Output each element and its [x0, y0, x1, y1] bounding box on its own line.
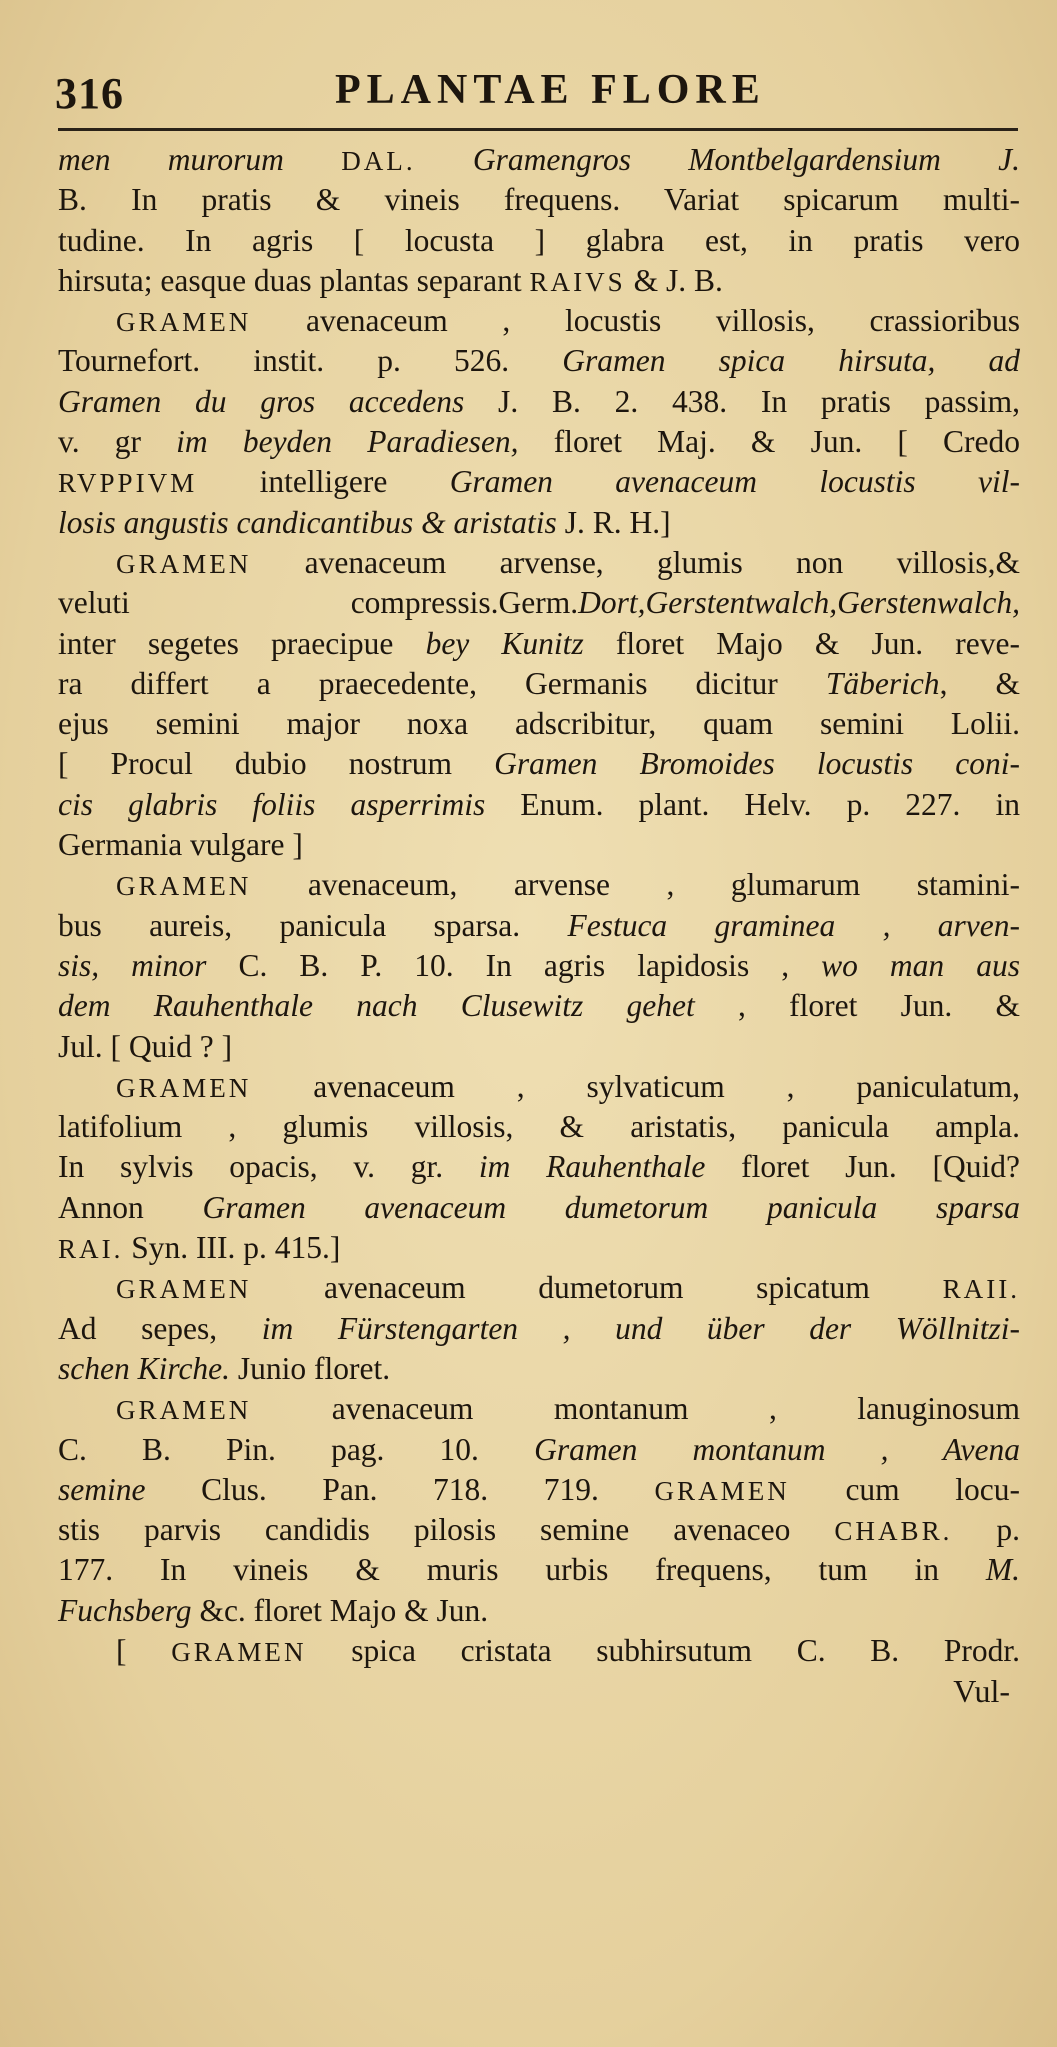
span-roman: Germania vulgare ] — [58, 827, 303, 863]
span-roman: v. gr — [58, 424, 177, 460]
text-line — [58, 1067, 1020, 1107]
span-italic: men murorum — [58, 142, 342, 177]
span-smallcaps: GRAMEN — [116, 871, 252, 902]
span-italic: losis angustis candicantibus & aristatis — [58, 504, 557, 540]
span-italic: schen Kirche. — [58, 1350, 231, 1386]
catchword: Vul- — [953, 1673, 1010, 1710]
page-number: 316 — [55, 69, 124, 118]
span-italic: Gramen avenaceum dumetorum panicula sparsa — [202, 1189, 1020, 1225]
running-head: PLANTAE FLORE — [335, 67, 766, 113]
text-line — [58, 1349, 1020, 1389]
text-line — [58, 180, 1020, 220]
span-smallcaps: GRAMEN — [171, 1636, 307, 1667]
span-smallcaps: GRAMEN — [116, 307, 252, 338]
span-roman: In sylvis opacis, v. gr. — [58, 1149, 479, 1185]
span-italic: Dort,Gerstentwalch,Gerstenwalch, — [578, 585, 1020, 621]
span-roman: Tournefort. instit. p. 526. — [58, 343, 563, 379]
span-roman: &c. floret Majo & Jun. — [191, 1592, 489, 1628]
span-italic: bey Kunitz — [425, 625, 584, 661]
text-line — [58, 1430, 1020, 1470]
span-roman: B. In pratis & vineis frequens. Variat spicarum multi- — [58, 182, 1020, 218]
text-line — [58, 422, 1020, 462]
span-roman: avenaceum dumetorum spicatum — [251, 1270, 943, 1306]
text-line — [58, 1147, 1020, 1187]
span-roman: p. — [952, 1512, 1020, 1548]
span-roman: avenaceum , sylvaticum , paniculatum, — [251, 1068, 1020, 1104]
span-roman: [ Procul dubio nostrum — [58, 746, 495, 782]
text-line — [58, 1027, 1020, 1067]
span-smallcaps: RAII. — [942, 1274, 1020, 1305]
span-smallcaps: DAL. — [341, 146, 416, 176]
span-smallcaps: GRAMEN — [116, 548, 252, 579]
text-line — [58, 1389, 1020, 1429]
span-roman: inter segetes praecipue — [58, 625, 426, 661]
span-italic: Fuchsberg — [58, 1592, 192, 1628]
span-roman: , & — [939, 665, 1020, 701]
span-roman: floret Maj. & Jun. [ Credo — [518, 424, 1021, 460]
text-line — [58, 1470, 1020, 1510]
span-roman: , floret Jun. & — [694, 988, 1020, 1024]
span-italic: im Fürstengarten , und über der Wöllnitzi- — [261, 1310, 1020, 1346]
span-roman: latifolium , glumis villosis, & aristatis, panicula ampla. — [58, 1109, 1020, 1145]
text-line — [58, 1268, 1020, 1308]
span-roman: [ — [116, 1632, 172, 1668]
span-roman: cum locu- — [789, 1471, 1020, 1507]
span-italic: im beyden Paradiesen, — [176, 424, 519, 460]
span-roman: intelligere — [197, 464, 450, 500]
span-roman: C. B. Pin. pag. 10. — [58, 1431, 535, 1467]
span-roman: hirsuta; easque duas plantas separant — [58, 262, 530, 298]
span-roman: stis parvis candidis pilosis semine avenaceo — [58, 1512, 835, 1548]
text-line — [58, 825, 1020, 865]
span-italic: semine — [58, 1471, 146, 1507]
text-line — [58, 704, 1020, 744]
text-line — [58, 140, 1020, 180]
span-roman: J. B. 2. 438. In pratis passim, — [464, 383, 1020, 419]
span-smallcaps: RAIVS — [529, 266, 626, 297]
span-roman: C. B. P. 10. In agris lapidosis , — [206, 947, 822, 983]
span-smallcaps: GRAMEN — [116, 1274, 252, 1305]
text-line — [58, 1188, 1020, 1228]
text-line — [58, 1550, 1020, 1590]
text-line — [58, 261, 1020, 301]
span-roman: avenaceum montanum , lanuginosum — [251, 1391, 1020, 1427]
span-smallcaps: RVPPIVM — [58, 468, 198, 499]
span-italic: Gramen du gros accedens — [58, 383, 465, 419]
text-line — [58, 1107, 1020, 1147]
text-line — [58, 1631, 1020, 1671]
span-italic: Gramen avenaceum locustis vil- — [449, 464, 1020, 500]
span-smallcaps: GRAMEN — [116, 1072, 252, 1103]
span-roman: ejus semini major noxa adscribitur, quam semini Lolii. — [58, 706, 1020, 742]
span-roman: spica cristata subhirsutum C. B. Prodr. — [306, 1632, 1020, 1668]
span-roman: veluti compressis.Germ. — [58, 585, 579, 621]
span-italic: Täberich — [825, 665, 940, 701]
span-roman: Junio floret. — [230, 1350, 391, 1386]
text-line — [58, 624, 1020, 664]
span-italic: cis glabris foliis asperrimis — [58, 786, 486, 822]
span-roman: J. R. H.] — [556, 504, 671, 540]
span-italic: dem Rauhenthale nach Clusewitz gehet — [58, 988, 695, 1024]
span-roman: avenaceum arvense, glumis non villosis,& — [251, 544, 1020, 580]
span-smallcaps: GRAMEN — [654, 1475, 790, 1506]
span-smallcaps: CHABR. — [834, 1516, 953, 1547]
text-line — [58, 1591, 1020, 1631]
text-line — [58, 865, 1020, 905]
text-line — [58, 1510, 1020, 1550]
span-italic: wo man aus — [821, 947, 1020, 983]
span-italic: M. — [985, 1552, 1020, 1588]
text-line — [58, 503, 1020, 543]
page-header — [55, 58, 1015, 128]
text-line — [58, 906, 1020, 946]
text-line — [58, 583, 1020, 623]
text-line — [58, 664, 1020, 704]
span-roman: Ad sepes, — [58, 1310, 262, 1346]
span-italic: Gramen spica hirsuta, ad — [562, 343, 1021, 379]
span-roman: Syn. III. p. 415.] — [123, 1230, 341, 1266]
text-line — [58, 1228, 1020, 1268]
text-line — [58, 543, 1020, 583]
span-roman: & J. B. — [625, 262, 723, 298]
text-line — [58, 785, 1020, 825]
text-line — [58, 744, 1020, 784]
span-roman: 177. In vineis & muris urbis frequens, tum in — [58, 1552, 986, 1588]
span-roman: bus aureis, panicula sparsa. — [58, 907, 568, 943]
span-roman: tudine. In agris [ locusta ] glabra est, in pratis vero — [58, 222, 1020, 258]
text-body — [58, 140, 1020, 1711]
text-line — [58, 462, 1020, 502]
span-italic: Gramen Bromoides locustis coni- — [494, 746, 1020, 782]
span-italic: sis, minor — [58, 947, 207, 983]
span-roman: Clus. Pan. 718. 719. — [145, 1471, 655, 1507]
text-line — [58, 1309, 1020, 1349]
header-rule — [58, 128, 1018, 131]
span-roman: Annon — [58, 1189, 203, 1225]
text-line — [58, 986, 1020, 1026]
span-italic: Gramen montanum , Avena — [534, 1431, 1020, 1467]
span-smallcaps: RAI. — [58, 1234, 124, 1265]
span-roman: avenaceum , locustis villosis, crassioribus — [251, 303, 1020, 339]
text-line — [58, 301, 1020, 341]
span-italic: Festuca graminea , arven- — [567, 907, 1020, 943]
text-line — [58, 946, 1020, 986]
text-line — [58, 341, 1020, 381]
span-roman: floret Majo & Jun. reve- — [583, 625, 1020, 661]
span-smallcaps: GRAMEN — [116, 1395, 252, 1426]
text-line — [58, 221, 1020, 261]
span-roman: Enum. plant. Helv. p. 227. in — [485, 786, 1020, 822]
span-italic: Gramengros Montbelgardensium J. — [415, 142, 1021, 177]
span-italic: im Rauhenthale — [478, 1149, 706, 1185]
span-roman: floret Jun. [Quid? — [705, 1149, 1020, 1185]
text-line — [58, 382, 1020, 422]
span-roman: avenaceum, arvense , glumarum stamini- — [251, 867, 1020, 903]
span-roman: Jul. [ Quid ? ] — [58, 1028, 233, 1064]
span-roman: ra differt a praecedente, Germanis dicitur — [58, 665, 826, 701]
